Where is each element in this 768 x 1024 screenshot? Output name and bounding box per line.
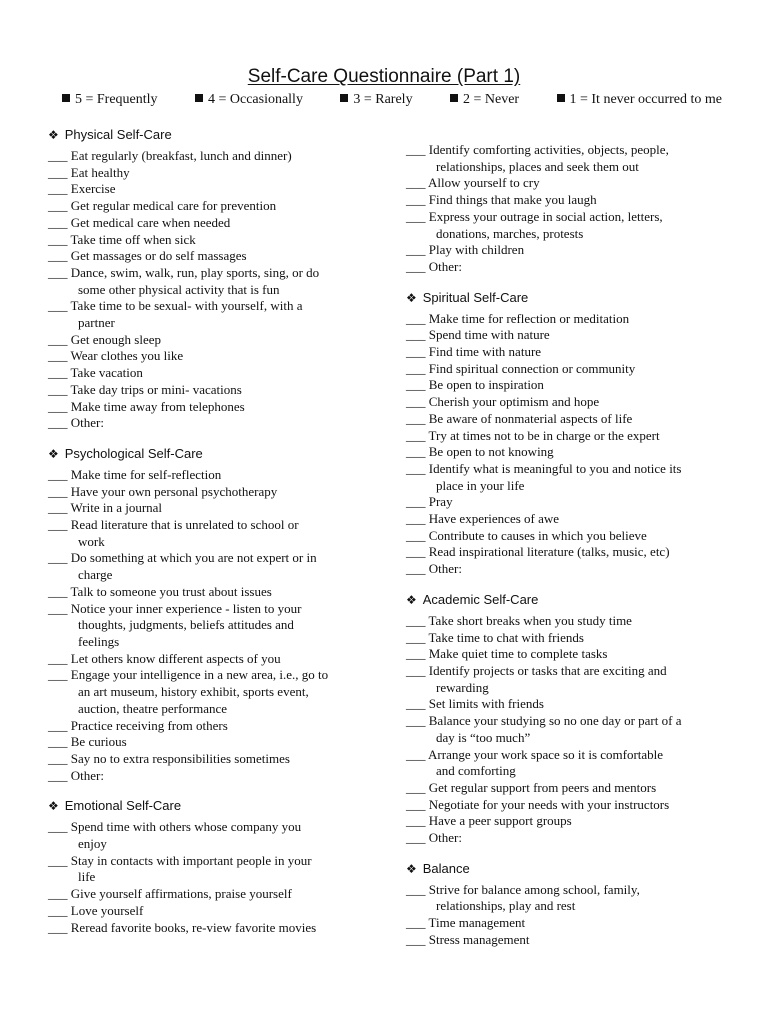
item-text: Engage your intelligence in a new area, i.e., go to bbox=[70, 667, 329, 683]
questionnaire-item bbox=[48, 667, 368, 717]
rating-blank: ___ bbox=[406, 175, 429, 191]
questionnaire-item bbox=[48, 734, 368, 751]
questionnaire-item bbox=[406, 444, 726, 461]
questionnaire-item bbox=[48, 718, 368, 735]
questionnaire-item bbox=[48, 382, 368, 399]
item-text: Arrange your work space so it is comfortable bbox=[428, 746, 664, 762]
item-text: Pray bbox=[428, 494, 453, 510]
section-physical-self-care bbox=[48, 126, 368, 432]
rating-blank: ___ bbox=[48, 919, 71, 935]
rating-blank: ___ bbox=[406, 813, 429, 829]
item-text: Make time for self-reflection bbox=[70, 466, 222, 482]
rating-blank: ___ bbox=[48, 483, 71, 499]
item-text: Make time away from telephones bbox=[70, 398, 245, 414]
rating-blank: ___ bbox=[48, 583, 71, 599]
rating-blank: ___ bbox=[406, 696, 429, 712]
questionnaire-item bbox=[406, 780, 726, 797]
item-text: Get medical care when needed bbox=[70, 214, 231, 230]
rating-blank: ___ bbox=[406, 830, 429, 846]
rating-blank: ___ bbox=[48, 500, 71, 516]
item-text: Allow yourself to cry bbox=[428, 175, 540, 191]
rating-blank: ___ bbox=[48, 600, 71, 616]
rating-blank: ___ bbox=[406, 142, 429, 157]
section-title: ❖ Emotional Self-Care bbox=[48, 798, 182, 814]
questionnaire-item bbox=[48, 853, 368, 886]
rating-blank: ___ bbox=[48, 717, 71, 733]
questionnaire-item bbox=[48, 768, 368, 785]
item-text: Wear clothes you like bbox=[70, 348, 184, 364]
item-text-continued: auction, theatre performance bbox=[78, 700, 228, 716]
rating-blank: ___ bbox=[406, 360, 429, 376]
item-text: Exercise bbox=[70, 181, 116, 197]
item-text: Take short breaks when you study time bbox=[428, 612, 632, 628]
item-text-continued: work bbox=[78, 533, 105, 549]
item-text: Identify what is meaningful to you and notice its bbox=[428, 460, 682, 476]
diamond-bullet-icon: ❖ bbox=[406, 592, 417, 607]
rating-blank: ___ bbox=[406, 310, 429, 326]
item-text: Identify comforting activities, objects, people, bbox=[428, 142, 669, 157]
rating-blank: ___ bbox=[48, 466, 71, 482]
item-text: Spend time with nature bbox=[428, 327, 550, 343]
item-text: Give yourself affirmations, praise yourself bbox=[70, 886, 292, 902]
rating-blank: ___ bbox=[406, 410, 429, 426]
item-text: Set limits with friends bbox=[428, 696, 544, 712]
item-text: Be open to not knowing bbox=[428, 444, 554, 460]
item-text-continued: some other physical activity that is fun bbox=[78, 281, 280, 297]
section-title: ❖ Physical Self-Care bbox=[48, 127, 172, 142]
item-text-continued: rewarding bbox=[436, 679, 489, 695]
rating-blank: ___ bbox=[48, 902, 71, 918]
item-text-continued: day is “too much” bbox=[436, 729, 531, 745]
legend-item-1: 1 = It never occurred to me bbox=[557, 92, 723, 108]
questionnaire-item bbox=[406, 932, 726, 949]
rating-blank: ___ bbox=[406, 444, 429, 460]
rating-blank: ___ bbox=[48, 348, 71, 364]
rating-blank: ___ bbox=[406, 931, 429, 947]
item-text: Write in a journal bbox=[70, 500, 163, 516]
questionnaire-item bbox=[406, 544, 726, 561]
rating-blank: ___ bbox=[406, 544, 429, 560]
rating-blank: ___ bbox=[406, 881, 429, 897]
questionnaire-item bbox=[406, 663, 726, 696]
rating-blank: ___ bbox=[406, 662, 429, 678]
item-text: Read inspirational literature (talks, music, etc) bbox=[428, 544, 670, 560]
questionnaire-item bbox=[48, 467, 368, 484]
diamond-bullet-icon: ❖ bbox=[406, 290, 417, 305]
item-text: Strive for balance among school, family, bbox=[428, 881, 640, 897]
section-continued bbox=[406, 142, 726, 276]
item-text: Identify projects or tasks that are exciting and bbox=[428, 662, 667, 678]
questionnaire-item bbox=[48, 903, 368, 920]
questionnaire-item bbox=[48, 651, 368, 668]
questionnaire-item bbox=[48, 517, 368, 550]
item-text: Other: bbox=[70, 415, 104, 431]
item-text-continued: thoughts, judgments, beliefs attitudes and bbox=[78, 617, 294, 633]
rating-blank: ___ bbox=[406, 494, 429, 510]
item-text: Get enough sleep bbox=[70, 331, 162, 347]
item-text: Let others know different aspects of you bbox=[70, 650, 281, 666]
questionnaire-item bbox=[48, 550, 368, 583]
item-text-continued: feelings bbox=[78, 633, 120, 649]
item-text-continued: donations, marches, protests bbox=[436, 225, 584, 241]
questionnaire-item bbox=[406, 311, 726, 328]
questionnaire-item bbox=[48, 399, 368, 416]
rating-blank: ___ bbox=[406, 377, 429, 393]
legend-item-5: 5 = Frequently bbox=[62, 92, 158, 108]
rating-blank: ___ bbox=[48, 198, 71, 214]
rating-blank: ___ bbox=[406, 258, 429, 274]
questionnaire-item bbox=[406, 561, 726, 578]
item-text: Find spiritual connection or community bbox=[428, 360, 636, 376]
item-text: Talk to someone you trust about issues bbox=[70, 583, 272, 599]
item-text-continued: enjoy bbox=[78, 836, 107, 852]
questionnaire-item bbox=[406, 511, 726, 528]
rating-blank: ___ bbox=[406, 527, 429, 543]
questionnaire-item bbox=[406, 646, 726, 663]
section-academic-self-care bbox=[406, 591, 726, 847]
item-text: Do something at which you are not expert or in bbox=[70, 550, 317, 566]
item-text: Balance your studying so no one day or part of a bbox=[428, 713, 682, 729]
item-text: Take vacation bbox=[70, 365, 143, 381]
rating-blank: ___ bbox=[48, 550, 71, 566]
item-text: Express your outrage in social action, letters, bbox=[428, 208, 663, 224]
questionnaire-item bbox=[48, 298, 368, 331]
rating-blank: ___ bbox=[48, 248, 71, 264]
item-text: Other: bbox=[428, 258, 462, 274]
rating-blank: ___ bbox=[48, 415, 71, 431]
item-text: Play with children bbox=[428, 242, 525, 258]
item-text: Eat regularly (breakfast, lunch and dinner) bbox=[70, 148, 292, 163]
questionnaire-item bbox=[406, 394, 726, 411]
rating-blank: ___ bbox=[406, 242, 429, 258]
rating-blank: ___ bbox=[48, 231, 71, 247]
item-text-continued: place in your life bbox=[436, 477, 525, 493]
questionnaire-item bbox=[48, 584, 368, 601]
item-text: Say no to extra responsibilities sometimes bbox=[70, 750, 290, 766]
square-bullet-icon bbox=[62, 94, 70, 102]
rating-blank: ___ bbox=[406, 208, 429, 224]
rating-blank: ___ bbox=[48, 667, 71, 683]
item-text: Other: bbox=[428, 561, 462, 577]
rating-blank: ___ bbox=[48, 750, 71, 766]
rating-blank: ___ bbox=[406, 629, 429, 645]
rating-blank: ___ bbox=[406, 427, 429, 443]
questionnaire-item bbox=[48, 751, 368, 768]
questionnaire-item bbox=[406, 528, 726, 545]
rating-blank: ___ bbox=[48, 148, 71, 163]
item-text: Other: bbox=[70, 767, 104, 783]
left-column bbox=[48, 126, 368, 949]
questionnaire-item bbox=[48, 198, 368, 215]
questionnaire-item bbox=[406, 377, 726, 394]
square-bullet-icon bbox=[195, 94, 203, 102]
item-text: Stay in contacts with important people in your bbox=[70, 852, 312, 868]
diamond-bullet-icon: ❖ bbox=[406, 861, 417, 876]
questionnaire-item bbox=[406, 461, 726, 494]
item-text: Time management bbox=[428, 915, 526, 931]
diamond-bullet-icon: ❖ bbox=[48, 799, 59, 814]
rating-blank: ___ bbox=[406, 394, 429, 410]
questionnaire-item bbox=[48, 920, 368, 937]
questionnaire-item bbox=[406, 830, 726, 847]
item-text-continued: partner bbox=[78, 315, 115, 331]
questionnaire-item bbox=[406, 344, 726, 361]
square-bullet-icon bbox=[557, 94, 565, 102]
rating-blank: ___ bbox=[406, 612, 429, 628]
item-text: Cherish your optimism and hope bbox=[428, 394, 600, 410]
rating-blank: ___ bbox=[48, 819, 71, 835]
questionnaire-item bbox=[48, 332, 368, 349]
item-text-continued: charge bbox=[78, 567, 113, 583]
section-spiritual-self-care bbox=[406, 289, 726, 578]
item-text: Negotiate for your needs with your instructors bbox=[428, 796, 670, 812]
questionnaire-item bbox=[48, 181, 368, 198]
questionnaire-item bbox=[406, 696, 726, 713]
item-text: Take day trips or mini- vacations bbox=[70, 381, 242, 397]
section-balance bbox=[406, 860, 726, 949]
questionnaire-item bbox=[48, 484, 368, 501]
questionnaire-item bbox=[48, 886, 368, 903]
questionnaire-item bbox=[406, 747, 726, 780]
questionnaire-item bbox=[48, 601, 368, 651]
item-text: Try at times not to be in charge or the expert bbox=[428, 427, 660, 443]
rating-blank: ___ bbox=[406, 646, 429, 662]
item-text-continued: and comforting bbox=[436, 763, 516, 779]
item-text: Love yourself bbox=[70, 902, 144, 918]
rating-blank: ___ bbox=[48, 181, 71, 197]
item-text: Stress management bbox=[428, 931, 530, 947]
square-bullet-icon bbox=[340, 94, 348, 102]
rating-blank: ___ bbox=[406, 344, 429, 360]
questionnaire-item bbox=[406, 494, 726, 511]
page-title: Self-Care Questionnaire (Part 1) bbox=[247, 66, 521, 87]
item-text: Be open to inspiration bbox=[428, 377, 544, 393]
questionnaire-item bbox=[48, 232, 368, 249]
section-psychological-self-care bbox=[48, 445, 368, 784]
rating-blank: ___ bbox=[48, 331, 71, 347]
item-text: Be curious bbox=[70, 734, 127, 750]
rating-blank: ___ bbox=[48, 398, 71, 414]
diamond-bullet-icon: ❖ bbox=[48, 446, 59, 461]
legend-item-4: 4 = Occasionally bbox=[195, 92, 303, 108]
questionnaire-item bbox=[406, 813, 726, 830]
rating-blank: ___ bbox=[406, 511, 429, 527]
rating-blank: ___ bbox=[48, 264, 71, 280]
rating-blank: ___ bbox=[406, 460, 429, 476]
rating-blank: ___ bbox=[48, 650, 71, 666]
item-text: Have your own personal psychotherapy bbox=[70, 483, 278, 499]
questionnaire-item bbox=[48, 165, 368, 182]
rating-blank: ___ bbox=[48, 214, 71, 230]
questionnaire-item bbox=[48, 500, 368, 517]
item-text: Dance, swim, walk, run, play sports, sing, or do bbox=[70, 264, 320, 280]
item-text: Eat healthy bbox=[70, 164, 130, 180]
item-text-continued: an art museum, history exhibit, sports event, bbox=[78, 684, 309, 700]
item-text: Spend time with others whose company you bbox=[70, 819, 302, 835]
item-text: Have experiences of awe bbox=[428, 511, 560, 527]
questionnaire-item bbox=[48, 265, 368, 298]
questionnaire-item bbox=[406, 428, 726, 445]
rating-blank: ___ bbox=[48, 734, 71, 750]
item-text: Contribute to causes in which you believe bbox=[428, 527, 647, 543]
rating-blank: ___ bbox=[48, 164, 71, 180]
legend-item-2: 2 = Never bbox=[450, 92, 519, 108]
item-text: Take time off when sick bbox=[70, 231, 196, 247]
questionnaire-item bbox=[48, 248, 368, 265]
rating-blank: ___ bbox=[406, 192, 429, 208]
questionnaire-item bbox=[406, 259, 726, 276]
item-text: Take time to be sexual- with yourself, with a bbox=[70, 298, 303, 314]
rating-blank: ___ bbox=[406, 915, 429, 931]
section-title: ❖ Academic Self-Care bbox=[406, 591, 539, 607]
item-text: Practice receiving from others bbox=[70, 717, 228, 733]
questionnaire-item bbox=[406, 192, 726, 209]
item-text: Be aware of nonmaterial aspects of life bbox=[428, 410, 633, 426]
rating-legend bbox=[62, 92, 722, 108]
questionnaire-item bbox=[48, 148, 368, 165]
questionnaire-item bbox=[48, 215, 368, 232]
item-text: Take time to chat with friends bbox=[428, 629, 584, 645]
questionnaire-item bbox=[406, 713, 726, 746]
rating-blank: ___ bbox=[406, 796, 429, 812]
item-text-continued: relationships, places and seek them out bbox=[436, 158, 639, 174]
square-bullet-icon bbox=[450, 94, 458, 102]
diamond-bullet-icon: ❖ bbox=[48, 128, 59, 142]
item-text: Get regular medical care for prevention bbox=[70, 198, 277, 214]
item-text: Read literature that is unrelated to school or bbox=[70, 517, 299, 533]
questionnaire-item bbox=[406, 327, 726, 344]
item-text: Find things that make you laugh bbox=[428, 192, 597, 208]
item-text: Notice your inner experience - listen to your bbox=[70, 600, 302, 616]
item-text: Other: bbox=[428, 830, 462, 846]
item-text: Make quiet time to complete tasks bbox=[428, 646, 608, 662]
rating-blank: ___ bbox=[406, 561, 429, 577]
rating-blank: ___ bbox=[406, 327, 429, 343]
item-text: Get regular support from peers and mentors bbox=[428, 779, 657, 795]
questionnaire-item bbox=[406, 613, 726, 630]
rating-blank: ___ bbox=[48, 381, 71, 397]
rating-blank: ___ bbox=[406, 746, 429, 762]
item-text: Have a peer support groups bbox=[428, 813, 572, 829]
questionnaire-item bbox=[406, 915, 726, 932]
item-text: Make time for reflection or meditation bbox=[428, 310, 630, 326]
questionnaire-item bbox=[406, 242, 726, 259]
rating-blank: ___ bbox=[48, 298, 71, 314]
rating-blank: ___ bbox=[48, 852, 71, 868]
questionnaire-item bbox=[406, 142, 726, 175]
questionnaire-item bbox=[48, 365, 368, 382]
rating-blank: ___ bbox=[406, 713, 429, 729]
section-title: ❖ Spiritual Self-Care bbox=[406, 289, 529, 305]
section-title: ❖ Balance bbox=[406, 860, 470, 876]
section-emotional-self-care bbox=[48, 797, 368, 936]
questionnaire-item bbox=[406, 411, 726, 428]
rating-blank: ___ bbox=[48, 517, 71, 533]
questionnaire-item bbox=[406, 797, 726, 814]
legend-item-3: 3 = Rarely bbox=[340, 92, 412, 108]
questionnaire-item bbox=[48, 415, 368, 432]
questionnaire-item bbox=[406, 361, 726, 378]
item-text-continued: relationships, play and rest bbox=[436, 898, 576, 914]
item-text: Reread favorite books, re-view favorite movies bbox=[70, 919, 317, 935]
item-text: Get massages or do self massages bbox=[70, 248, 247, 264]
questionnaire-item bbox=[48, 819, 368, 852]
rating-blank: ___ bbox=[48, 767, 71, 783]
right-column bbox=[406, 142, 726, 962]
questionnaire-item bbox=[406, 175, 726, 192]
questionnaire-item bbox=[406, 630, 726, 647]
rating-blank: ___ bbox=[48, 365, 71, 381]
item-text: Find time with nature bbox=[428, 344, 542, 360]
rating-blank: ___ bbox=[406, 779, 429, 795]
section-title: ❖ Psychological Self-Care bbox=[48, 445, 203, 461]
questionnaire-item bbox=[406, 882, 726, 915]
questionnaire-item bbox=[48, 348, 368, 365]
rating-blank: ___ bbox=[48, 886, 71, 902]
item-text-continued: life bbox=[78, 869, 96, 885]
questionnaire-item bbox=[406, 209, 726, 242]
